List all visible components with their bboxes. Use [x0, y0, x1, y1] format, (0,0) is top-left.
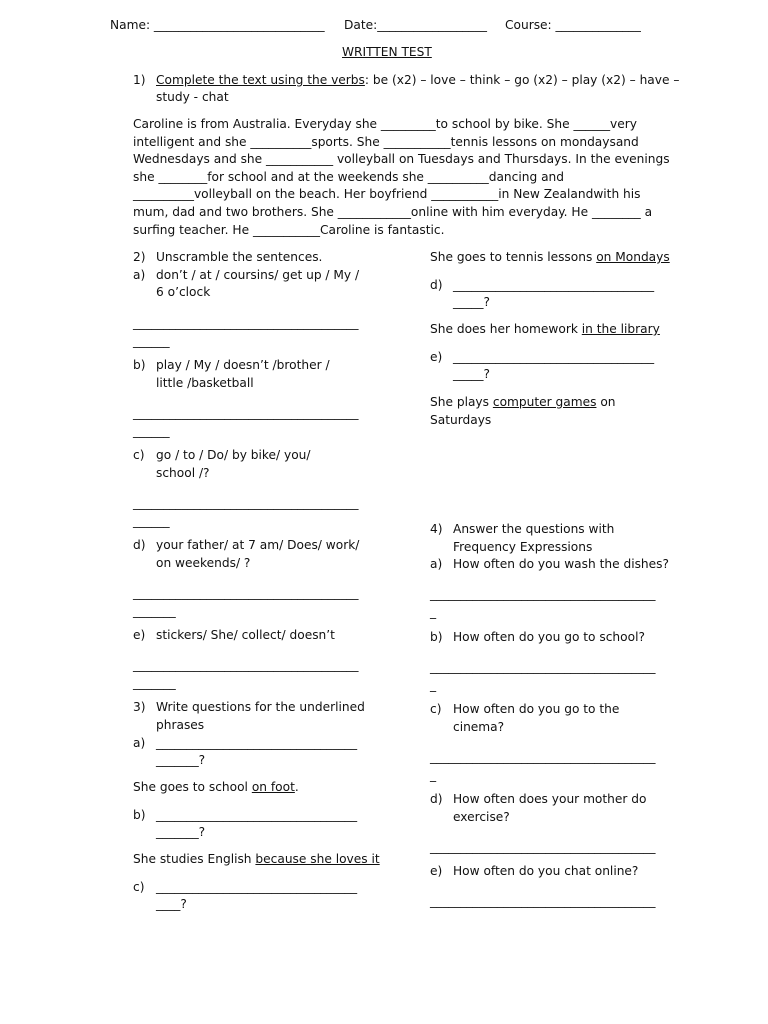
q2-answer-line-cont[interactable]: ______: [133, 424, 170, 438]
q4-title-cont: Frequency Expressions: [453, 540, 593, 554]
q3-underlined-phrase: on foot: [251, 780, 295, 794]
q2-answer-line[interactable]: _____________________________________: [133, 658, 359, 672]
q2-item-scrambled: your father/ at 7 am/ Does/ work/: [156, 538, 360, 552]
q1-instruction-rest: : be (x2) – love – think – go (x2) – play (x2) – have –: [364, 73, 680, 87]
q3-item-letter: a): [133, 736, 146, 750]
q2-item-scrambled-cont: 6 o’clock: [156, 285, 211, 299]
q3-item-letter: c): [133, 880, 145, 894]
q3-sentence-text: She does her homework: [430, 322, 582, 336]
q3-answer-line[interactable]: _________________________________: [156, 808, 358, 822]
q3-title: Write questions for the underlined: [156, 700, 365, 714]
q2-item-letter: d): [133, 538, 146, 552]
q2-item-scrambled: go / to / Do/ by bike/ you/: [156, 448, 311, 462]
q2-answer-line[interactable]: _____________________________________: [133, 586, 359, 600]
q3-sentence-end: on: [596, 395, 616, 409]
q3-item-letter: d): [430, 278, 443, 292]
q2-item-scrambled-cont: little /basketball: [156, 376, 254, 390]
q4-item-letter: a): [430, 557, 443, 571]
q1-text-line[interactable]: __________volleyball on the beach. Her boyfriend ___________in New Zealandwith his: [133, 187, 641, 202]
course-field-label[interactable]: Course: ______________: [505, 18, 641, 32]
q4-answer-line[interactable]: _____________________________________: [430, 587, 656, 601]
q4-item-letter: c): [430, 702, 442, 716]
q1-instruction-line2: study - chat: [156, 90, 229, 104]
q3-number: 3): [133, 700, 146, 714]
q4-question-cont: exercise?: [453, 810, 510, 824]
q1-text-line[interactable]: surfing teacher. He ___________Caroline is fantastic.: [133, 222, 445, 237]
q3-sentence-cont: Saturdays: [430, 413, 492, 427]
q4-question: How often do you go to school?: [453, 630, 645, 644]
q4-question: How often does your mother do: [453, 792, 647, 806]
q2-title: Unscramble the sentences.: [156, 250, 323, 264]
q3-sentence-text: She plays: [430, 395, 493, 409]
q4-number: 4): [430, 522, 443, 536]
q2-item-letter: b): [133, 358, 146, 372]
q2-answer-line-cont[interactable]: ______: [133, 514, 170, 528]
q2-item-letter: e): [133, 628, 146, 642]
q3-underlined-phrase: computer games: [492, 395, 597, 409]
q1-text-line[interactable]: Wednesdays and she ___________ volleyball on Tuesdays and Thursdays. In the evenings: [133, 152, 670, 167]
q2-item-letter: a): [133, 268, 146, 282]
q3-underlined-phrase: in the library: [581, 322, 660, 336]
q4-item-letter: b): [430, 630, 443, 644]
page-title: WRITTEN TEST: [342, 45, 432, 59]
q1-instruction-underlined: Complete the text using the verbs: [156, 73, 365, 87]
q3-answer-line-cont[interactable]: _______?: [156, 825, 206, 839]
q3-title-cont: phrases: [156, 718, 205, 732]
q2-answer-line-cont[interactable]: ______: [133, 334, 170, 348]
q3-answer-line[interactable]: _________________________________: [453, 350, 655, 364]
q4-answer-line-cont[interactable]: _: [430, 678, 437, 692]
q1-text-line[interactable]: Caroline is from Australia. Everyday she _________to school by bike. She ______very: [133, 117, 637, 131]
q4-question: How often do you go to the: [453, 702, 620, 716]
q4-item-letter: d): [430, 792, 443, 806]
q3-sentence-text: She goes to tennis lessons: [430, 250, 597, 264]
q1-number: 1): [133, 73, 146, 87]
q4-answer-line[interactable]: _____________________________________: [430, 660, 656, 674]
q4-item-letter: e): [430, 864, 443, 878]
q4-title: Answer the questions with: [453, 522, 615, 536]
q2-item-letter: c): [133, 448, 145, 462]
q3-answer-line[interactable]: _________________________________: [156, 736, 358, 750]
q3-sentence-text: She goes to school: [133, 780, 252, 794]
q1-text-line[interactable]: she ________for school and at the weekends she __________dancing and: [133, 169, 565, 184]
q2-answer-line[interactable]: _____________________________________: [133, 406, 359, 420]
q3-answer-line[interactable]: _________________________________: [156, 880, 358, 894]
q1-instruction: [156, 72, 679, 90]
q4-question: How often do you wash the dishes?: [453, 557, 669, 571]
q3-underlined-phrase: on Mondays: [596, 250, 670, 264]
q2-number: 2): [133, 250, 146, 264]
q4-answer-line[interactable]: _____________________________________: [430, 840, 656, 854]
q2-item-scrambled-cont: on weekends/ ?: [156, 556, 251, 570]
q4-question-cont: cinema?: [453, 720, 505, 734]
q3-answer-line-cont[interactable]: _____?: [453, 367, 490, 381]
q3-answer-line-cont[interactable]: _____?: [453, 295, 490, 309]
q3-item-letter: b): [133, 808, 146, 822]
q2-item-scrambled: don’t / at / coursins/ get up / My /: [156, 268, 360, 282]
q3-answer-line-cont[interactable]: _______?: [156, 753, 206, 767]
q3-sentence: [430, 321, 660, 339]
q4-question: How often do you chat online?: [453, 864, 639, 878]
name-field-label[interactable]: Name: ____________________________: [110, 18, 325, 32]
q2-item-scrambled: stickers/ She/ collect/ doesn’t: [156, 628, 335, 642]
q4-answer-line-cont[interactable]: _: [430, 605, 437, 619]
q3-item-letter: e): [430, 350, 443, 364]
q3-answer-line-cont[interactable]: ____?: [156, 897, 187, 911]
q3-sentence: [133, 779, 299, 797]
q4-answer-line-cont[interactable]: _: [430, 768, 437, 782]
q2-answer-line[interactable]: _____________________________________: [133, 496, 359, 510]
q1-text-line[interactable]: mum, dad and two brothers. She ____________online with him everyday. He ________ a: [133, 205, 653, 219]
q2-item-scrambled-cont: school /?: [156, 466, 210, 480]
q2-answer-line-cont[interactable]: _______: [133, 604, 176, 618]
q2-answer-line-cont[interactable]: _______: [133, 676, 176, 690]
q3-sentence-text: She studies English: [133, 852, 256, 866]
q4-answer-line[interactable]: _____________________________________: [430, 750, 656, 764]
q3-sentence: [430, 249, 670, 267]
date-field-label[interactable]: Date:__________________: [344, 18, 487, 32]
q3-sentence-end: .: [294, 780, 299, 794]
q3-sentence: [133, 851, 380, 869]
q2-item-scrambled: play / My / doesn’t /brother /: [156, 358, 330, 372]
q2-answer-line[interactable]: _____________________________________: [133, 316, 359, 330]
q3-underlined-phrase: because she loves it: [255, 852, 380, 866]
q1-text-line[interactable]: intelligent and she __________sports. She ___________tennis lessons on mondaysand: [133, 134, 639, 149]
q3-sentence: [430, 394, 616, 412]
q3-answer-line[interactable]: _________________________________: [453, 278, 655, 292]
q4-answer-line[interactable]: _____________________________________: [430, 894, 656, 908]
